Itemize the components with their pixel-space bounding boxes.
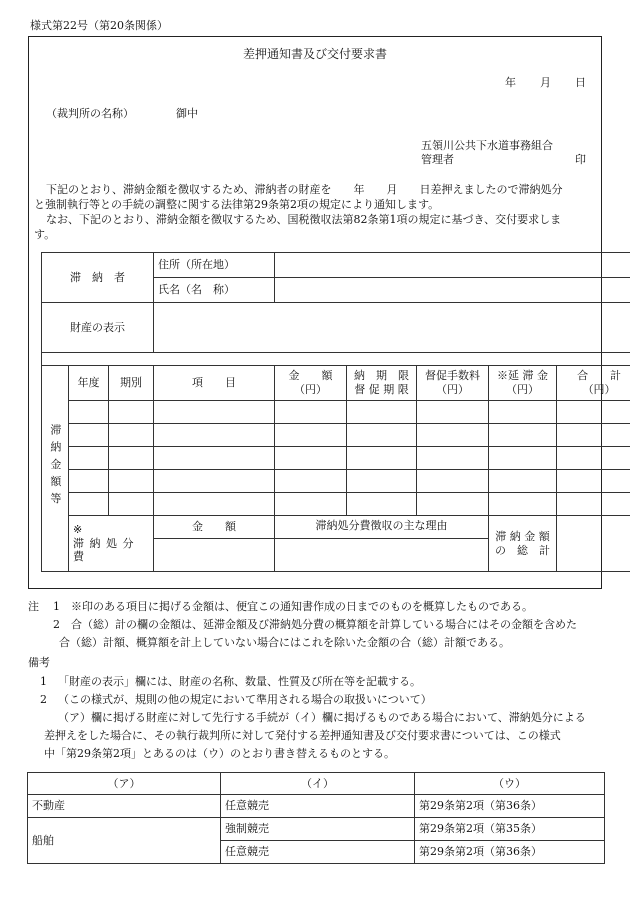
- body-paragraph-1-line-2: と強制執行等との手続の調整に関する法律第29条第2項の規定により通知します。: [34, 198, 440, 211]
- note-2-number: 2: [53, 618, 60, 631]
- expense-label: ※ 滞納処分費: [69, 516, 154, 572]
- seal-mark: 印: [575, 153, 586, 166]
- column-a-header: （ア）: [28, 773, 221, 795]
- grand-total-label: 滞 納 金 額 の 総 計: [489, 516, 557, 572]
- notes-heading: 注: [28, 600, 39, 613]
- court-name: （裁判所の名称）: [46, 107, 134, 120]
- document-title: 差押通知書及び交付要求書: [242, 47, 387, 61]
- name-value: [275, 278, 630, 303]
- note-1-number: 1: [53, 600, 60, 613]
- form-number: 様式第22号（第20条関係）: [30, 19, 168, 32]
- address-value: [275, 253, 630, 278]
- header-period: 期別: [109, 366, 154, 401]
- remark-2-body-line-3: 中「第29条第2項」とあるのは（ウ）のとおり書き替えるものとする。: [44, 747, 395, 760]
- column-i-header: （イ）: [221, 773, 415, 795]
- date-month: 月: [540, 76, 551, 89]
- property-value: [154, 303, 630, 353]
- address-label: 住所（所在地）: [154, 253, 275, 278]
- column-u-header: （ウ）: [415, 773, 605, 795]
- header-year: 年度: [69, 366, 109, 401]
- grand-total-value: [557, 516, 630, 572]
- remark-1-number: 1: [40, 675, 47, 688]
- expense-amount-label: 金 額: [154, 516, 275, 539]
- amount-section-label: 滞納金額等: [42, 366, 69, 572]
- date-year: 年: [505, 76, 516, 89]
- header-fee: 督促手数料 （円）: [417, 366, 489, 401]
- header-total: 合 計 （円）: [557, 366, 630, 401]
- body-paragraph-2-line-2: す。: [34, 228, 56, 241]
- expense-reason-value: [275, 539, 489, 572]
- table-row: 不動産 任意競売 第29条第2項（第36条）: [28, 795, 605, 818]
- body-paragraph-2-line-1: なお、下記のとおり、滞納金額を徴収するため、国税徴収法第82条第1項の規定に基づき、交付要求しま: [46, 213, 562, 226]
- note-2-line-2: 合（総）計額、概算額を計上していない場合にはこれを除いた金額の合（総）計額である。: [59, 636, 510, 649]
- sender-title: 管理者: [421, 153, 454, 166]
- table-row: 船舶 強制競売 第29条第2項（第35条）: [28, 818, 605, 841]
- header-item: 項 目: [154, 366, 275, 401]
- note-2-line-1: 合（総）計の欄の金額は、延滞金額及び滞納処分費の概算額を計算している場合にはその金額を含めた: [71, 618, 577, 631]
- amount-row: [42, 424, 630, 447]
- header-late-charge: ※延 滞 金 （円）: [489, 366, 557, 401]
- header-deadline: 納 期 限 督 促 期 限: [347, 366, 417, 401]
- property-label: 財産の表示: [42, 303, 154, 353]
- remarks-heading: 備考: [28, 656, 50, 669]
- expense-mark: ※: [73, 522, 83, 536]
- remark-2-body-line-2: 差押えをした場合に、その執行裁判所に対して発付する差押通知書及び交付要求書については、この様式: [44, 729, 561, 742]
- body-paragraph-1-line-1: 下記のとおり、滞納金額を徴収するため、滞納者の財産を 年 月 日差押えましたので滞納処分: [46, 183, 563, 196]
- court-honorific: 御中: [176, 107, 198, 120]
- remark-2-number: 2: [40, 693, 47, 706]
- expense-reason-label: 滞納処分費徴収の主な理由: [275, 516, 489, 539]
- delinquency-table: [41, 252, 630, 572]
- amount-row: [42, 401, 630, 424]
- date-day: 日: [575, 76, 586, 89]
- sender-organization: 五領川公共下水道事務組合: [421, 139, 553, 152]
- spacer-row: [42, 353, 630, 366]
- note-1: ※印のある項目に掲げる金額は、便宜この通知書作成の日までのものを概算したものである。: [71, 600, 533, 613]
- name-label: 氏名（名 称）: [154, 278, 275, 303]
- table-row: 任意競売 第29条第2項（第36条）: [28, 841, 605, 864]
- amount-row: [42, 447, 630, 470]
- remark-2-body-line-1: （ア）欄に掲げる財産に対して先行する手続が（イ）欄に掲げるものである場合において、滞納処分による: [58, 711, 586, 724]
- remark-1: 「財産の表示」欄には、財産の名称、数量、性質及び所在等を記載する。: [58, 675, 421, 688]
- substitution-table: [27, 772, 605, 864]
- amount-row: [42, 470, 630, 493]
- expense-amount-value: [154, 539, 275, 572]
- amount-row: [42, 493, 630, 516]
- remark-2: （この様式が、規則の他の規定において準用される場合の取扱いについて）: [58, 693, 432, 706]
- delinquent-label: 滞 納 者: [42, 253, 154, 303]
- header-amount: 金 額 （円）: [275, 366, 347, 401]
